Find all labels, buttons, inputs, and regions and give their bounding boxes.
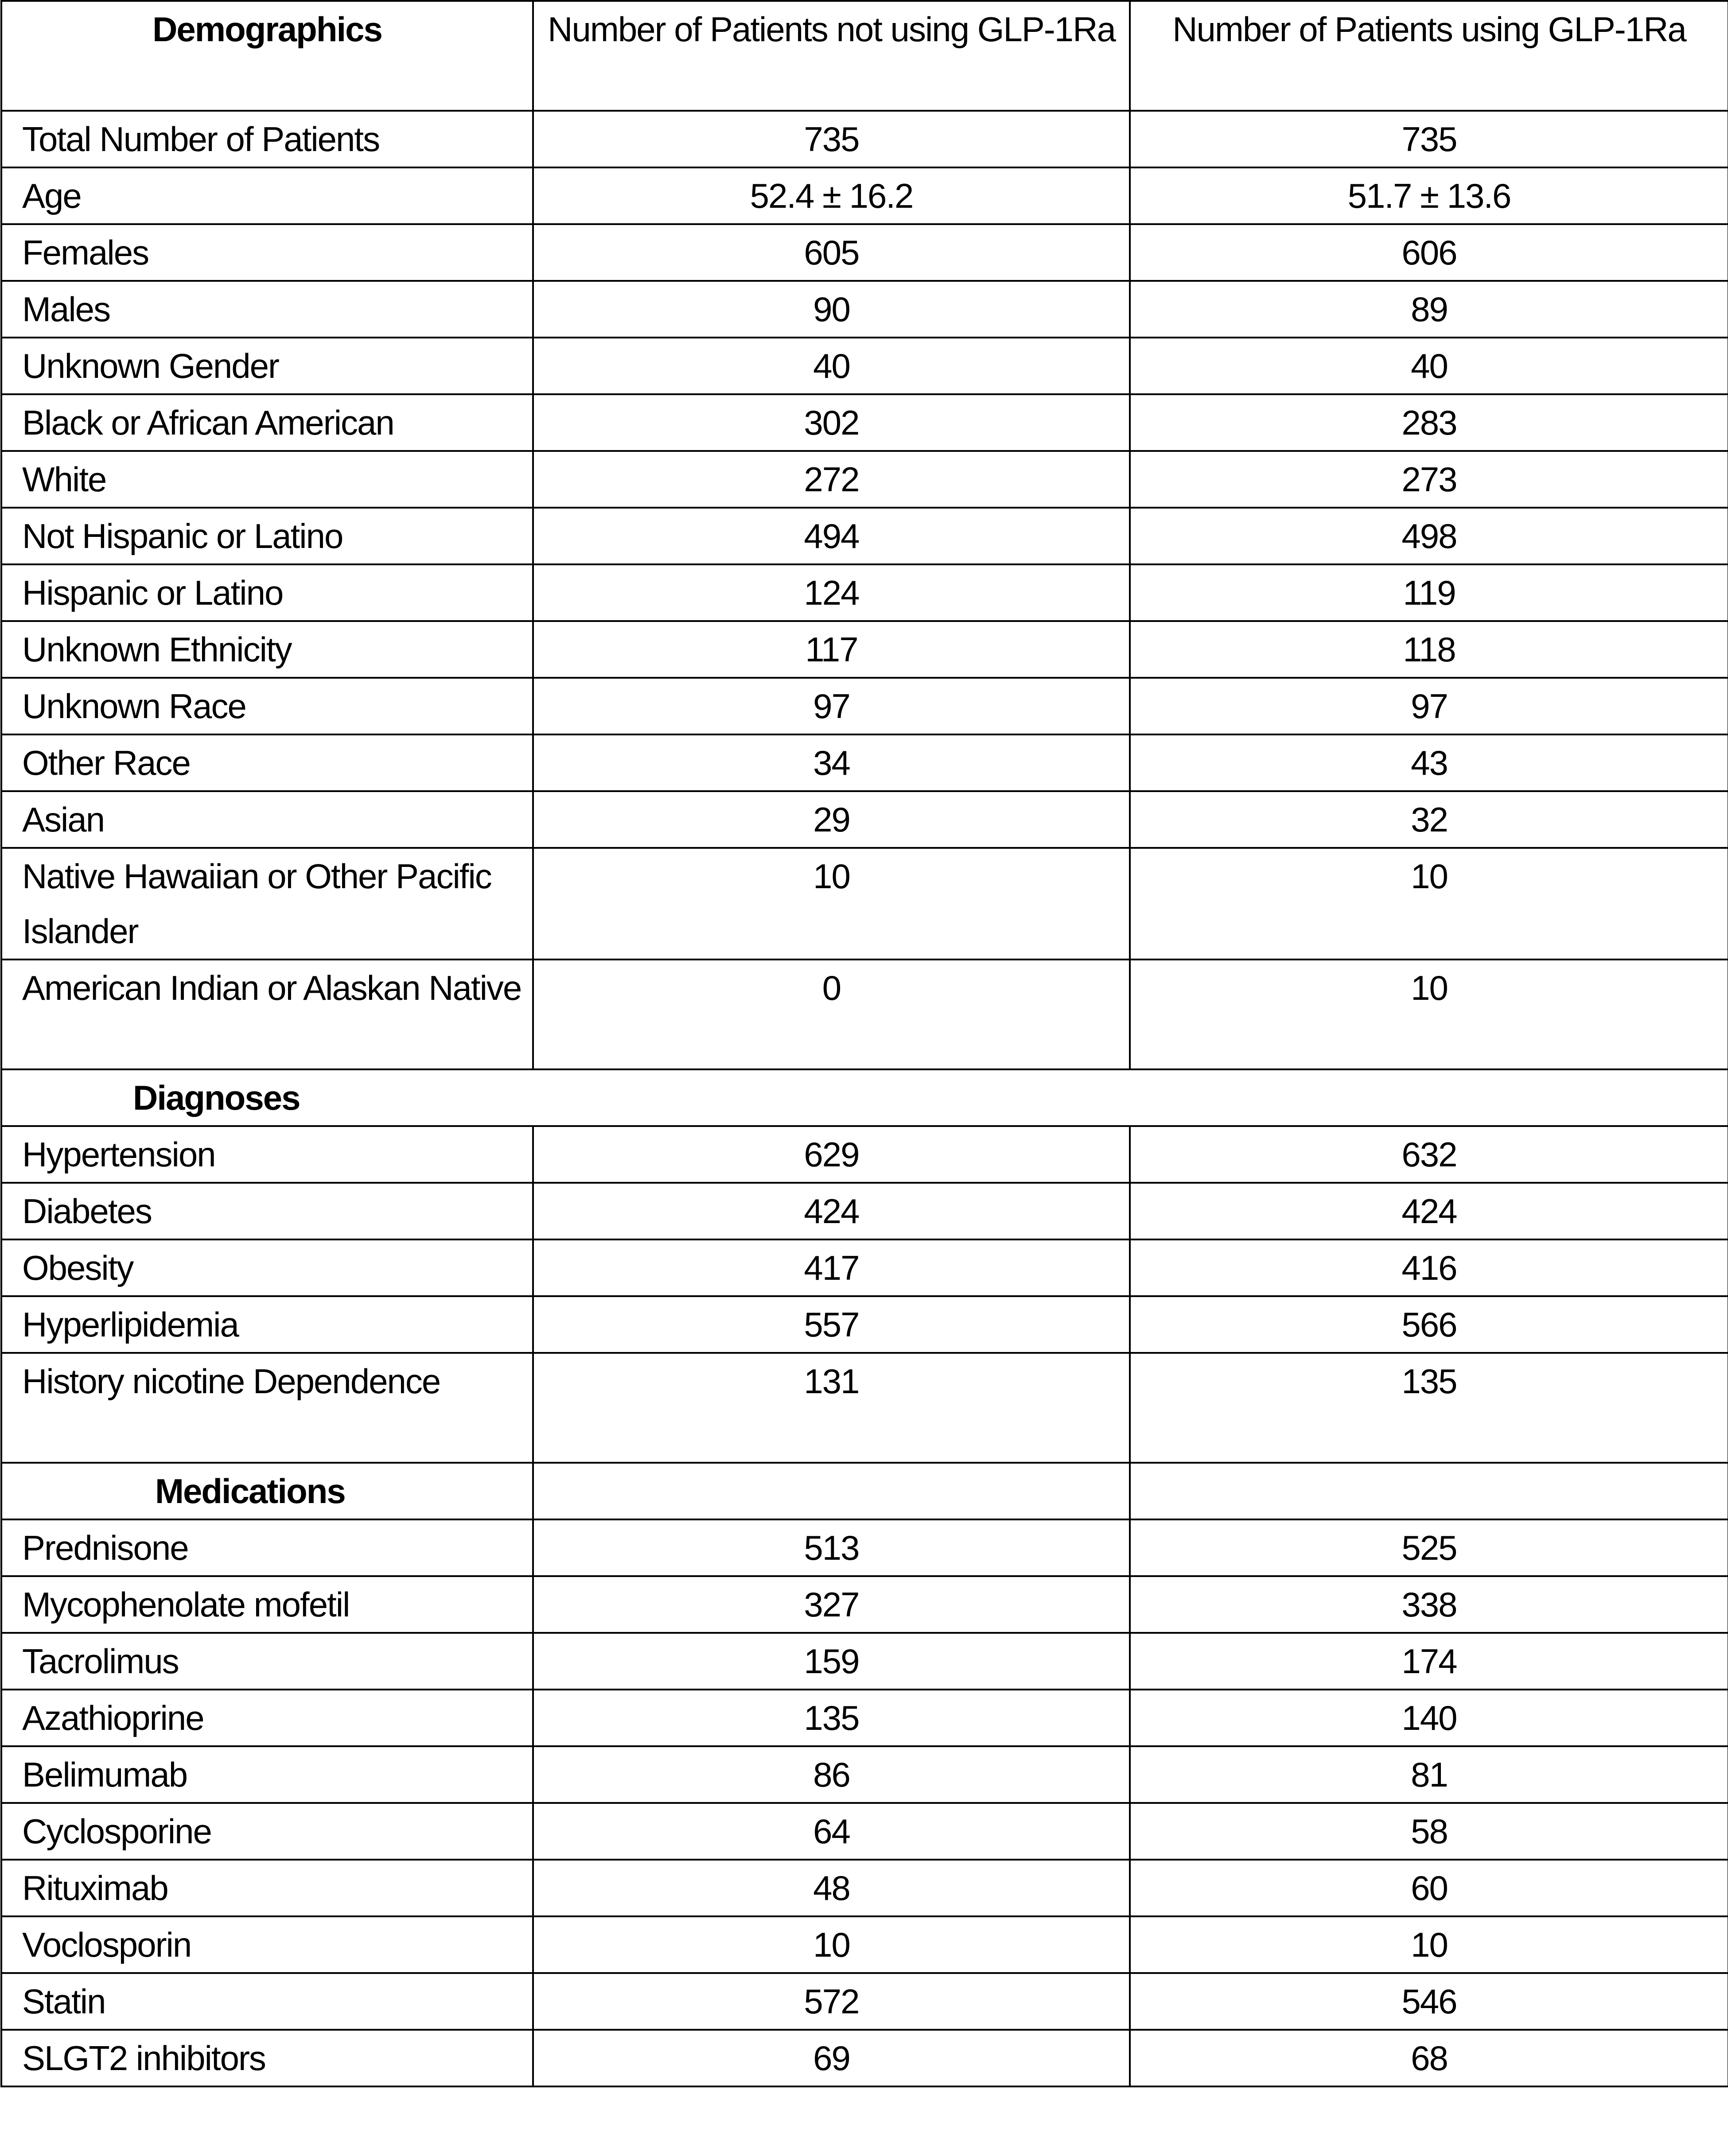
row-label: Unknown Race bbox=[1, 678, 533, 734]
row-label: Males bbox=[1, 281, 533, 338]
value-using: 60 bbox=[1130, 1860, 1728, 1916]
row-label: Other Race bbox=[1, 734, 533, 791]
value-not-using: 629 bbox=[533, 1126, 1130, 1183]
value-not-using: 572 bbox=[533, 1973, 1130, 2030]
table-row bbox=[1, 2030, 1728, 2086]
value-not-using: 327 bbox=[533, 1576, 1130, 1633]
value-not-using: 40 bbox=[533, 338, 1130, 394]
table-row bbox=[1, 848, 1728, 960]
value-using: 174 bbox=[1130, 1633, 1728, 1690]
value-using: 81 bbox=[1130, 1746, 1728, 1803]
value-not-using: 34 bbox=[533, 734, 1130, 791]
section-row-medications bbox=[1, 1463, 1728, 1519]
value-using: 135 bbox=[1130, 1353, 1728, 1463]
value-not-using: 131 bbox=[533, 1353, 1130, 1463]
row-label: Azathioprine bbox=[1, 1690, 533, 1746]
value-using: 606 bbox=[1130, 224, 1728, 281]
value-not-using: 10 bbox=[533, 848, 1130, 960]
row-label: American Indian or Alaskan Native bbox=[1, 960, 533, 1069]
value-using: 10 bbox=[1130, 848, 1728, 960]
table-row bbox=[1, 281, 1728, 338]
row-label: Hypertension bbox=[1, 1126, 533, 1183]
value-not-using: 417 bbox=[533, 1239, 1130, 1296]
row-label: Tacrolimus bbox=[1, 1633, 533, 1690]
value-using: 40 bbox=[1130, 338, 1728, 394]
value-not-using: 159 bbox=[533, 1633, 1130, 1690]
value-using: 140 bbox=[1130, 1690, 1728, 1746]
value-not-using: 64 bbox=[533, 1803, 1130, 1860]
row-label: History nicotine Dependence bbox=[1, 1353, 533, 1463]
value-not-using: 0 bbox=[533, 960, 1130, 1069]
value-not-using: 735 bbox=[533, 111, 1130, 167]
row-label: Black or African American bbox=[1, 394, 533, 451]
value-using: 424 bbox=[1130, 1183, 1728, 1239]
value-not-using: 494 bbox=[533, 508, 1130, 564]
value-not-using: 424 bbox=[533, 1183, 1130, 1239]
value-using: 338 bbox=[1130, 1576, 1728, 1633]
value-not-using: 135 bbox=[533, 1690, 1130, 1746]
row-label: Unknown Ethnicity bbox=[1, 621, 533, 678]
empty-cell bbox=[533, 1463, 1130, 1519]
table-row bbox=[1, 1296, 1728, 1353]
table-body bbox=[1, 111, 1728, 2086]
value-using: 546 bbox=[1130, 1973, 1728, 2030]
value-not-using: 10 bbox=[533, 1916, 1130, 1973]
row-label: Total Number of Patients bbox=[1, 111, 533, 167]
value-using: 68 bbox=[1130, 2030, 1728, 2086]
value-using: 416 bbox=[1130, 1239, 1728, 1296]
table-row bbox=[1, 167, 1728, 224]
value-using: 97 bbox=[1130, 678, 1728, 734]
value-using: 119 bbox=[1130, 564, 1728, 621]
value-not-using: 29 bbox=[533, 791, 1130, 848]
value-not-using: 97 bbox=[533, 678, 1130, 734]
row-label: Cyclosporine bbox=[1, 1803, 533, 1860]
row-label: Hyperlipidemia bbox=[1, 1296, 533, 1353]
table-row bbox=[1, 1803, 1728, 1860]
value-using: 632 bbox=[1130, 1126, 1728, 1183]
section-row-diagnoses bbox=[1, 1069, 1728, 1126]
value-not-using: 48 bbox=[533, 1860, 1130, 1916]
value-not-using: 90 bbox=[533, 281, 1130, 338]
header-using: Number of Patients using GLP-1Ra bbox=[1130, 1, 1728, 111]
row-label: Prednisone bbox=[1, 1519, 533, 1576]
value-using: 283 bbox=[1130, 394, 1728, 451]
table-row bbox=[1, 1690, 1728, 1746]
value-not-using: 272 bbox=[533, 451, 1130, 508]
table-row bbox=[1, 678, 1728, 734]
value-not-using: 557 bbox=[533, 1296, 1130, 1353]
value-using: 89 bbox=[1130, 281, 1728, 338]
table-row bbox=[1, 394, 1728, 451]
row-label: Voclosporin bbox=[1, 1916, 533, 1973]
table-row bbox=[1, 1916, 1728, 1973]
value-using: 525 bbox=[1130, 1519, 1728, 1576]
value-not-using: 124 bbox=[533, 564, 1130, 621]
value-using: 118 bbox=[1130, 621, 1728, 678]
table-row bbox=[1, 1353, 1728, 1463]
row-label: Unknown Gender bbox=[1, 338, 533, 394]
table-row bbox=[1, 1746, 1728, 1803]
table-row bbox=[1, 451, 1728, 508]
table-row bbox=[1, 1239, 1728, 1296]
row-label: Belimumab bbox=[1, 1746, 533, 1803]
table-row bbox=[1, 791, 1728, 848]
header-demographics: Demographics bbox=[1, 1, 533, 111]
table-row bbox=[1, 734, 1728, 791]
row-label: Obesity bbox=[1, 1239, 533, 1296]
header-row bbox=[1, 1, 1728, 111]
row-label: Diabetes bbox=[1, 1183, 533, 1239]
header-not-using: Number of Patients not using GLP-1Ra bbox=[533, 1, 1130, 111]
row-label: Females bbox=[1, 224, 533, 281]
value-using: 10 bbox=[1130, 1916, 1728, 1973]
value-using: 273 bbox=[1130, 451, 1728, 508]
table-row bbox=[1, 224, 1728, 281]
section-heading: Medications bbox=[1, 1463, 533, 1519]
value-not-using: 69 bbox=[533, 2030, 1130, 2086]
table-row bbox=[1, 960, 1728, 1069]
table-row bbox=[1, 1183, 1728, 1239]
row-label: Asian bbox=[1, 791, 533, 848]
table-row bbox=[1, 621, 1728, 678]
row-label: SLGT2 inhibitors bbox=[1, 2030, 533, 2086]
table-row bbox=[1, 1576, 1728, 1633]
table-row bbox=[1, 1633, 1728, 1690]
table-row bbox=[1, 338, 1728, 394]
value-using: 498 bbox=[1130, 508, 1728, 564]
value-using: 735 bbox=[1130, 111, 1728, 167]
value-not-using: 52.4 ± 16.2 bbox=[533, 167, 1130, 224]
table-row bbox=[1, 1519, 1728, 1576]
empty-cell bbox=[1130, 1463, 1728, 1519]
row-label: Age bbox=[1, 167, 533, 224]
value-not-using: 513 bbox=[533, 1519, 1130, 1576]
table-row bbox=[1, 564, 1728, 621]
value-using: 10 bbox=[1130, 960, 1728, 1069]
value-using: 32 bbox=[1130, 791, 1728, 848]
value-not-using: 605 bbox=[533, 224, 1130, 281]
value-using: 43 bbox=[1130, 734, 1728, 791]
value-not-using: 86 bbox=[533, 1746, 1130, 1803]
row-label: Hispanic or Latino bbox=[1, 564, 533, 621]
row-label: Statin bbox=[1, 1973, 533, 2030]
table-row bbox=[1, 111, 1728, 167]
section-heading: Diagnoses bbox=[1, 1069, 1728, 1126]
row-label: Native Hawaiian or Other Pacific Islander bbox=[1, 848, 533, 960]
value-using: 566 bbox=[1130, 1296, 1728, 1353]
row-label: Rituximab bbox=[1, 1860, 533, 1916]
row-label: Not Hispanic or Latino bbox=[1, 508, 533, 564]
value-using: 51.7 ± 13.6 bbox=[1130, 167, 1728, 224]
value-not-using: 302 bbox=[533, 394, 1130, 451]
row-label: Mycophenolate mofetil bbox=[1, 1576, 533, 1633]
table-row bbox=[1, 1860, 1728, 1916]
table-row bbox=[1, 1126, 1728, 1183]
table-row bbox=[1, 508, 1728, 564]
table-row bbox=[1, 1973, 1728, 2030]
value-not-using: 117 bbox=[533, 621, 1130, 678]
value-using: 58 bbox=[1130, 1803, 1728, 1860]
row-label: White bbox=[1, 451, 533, 508]
